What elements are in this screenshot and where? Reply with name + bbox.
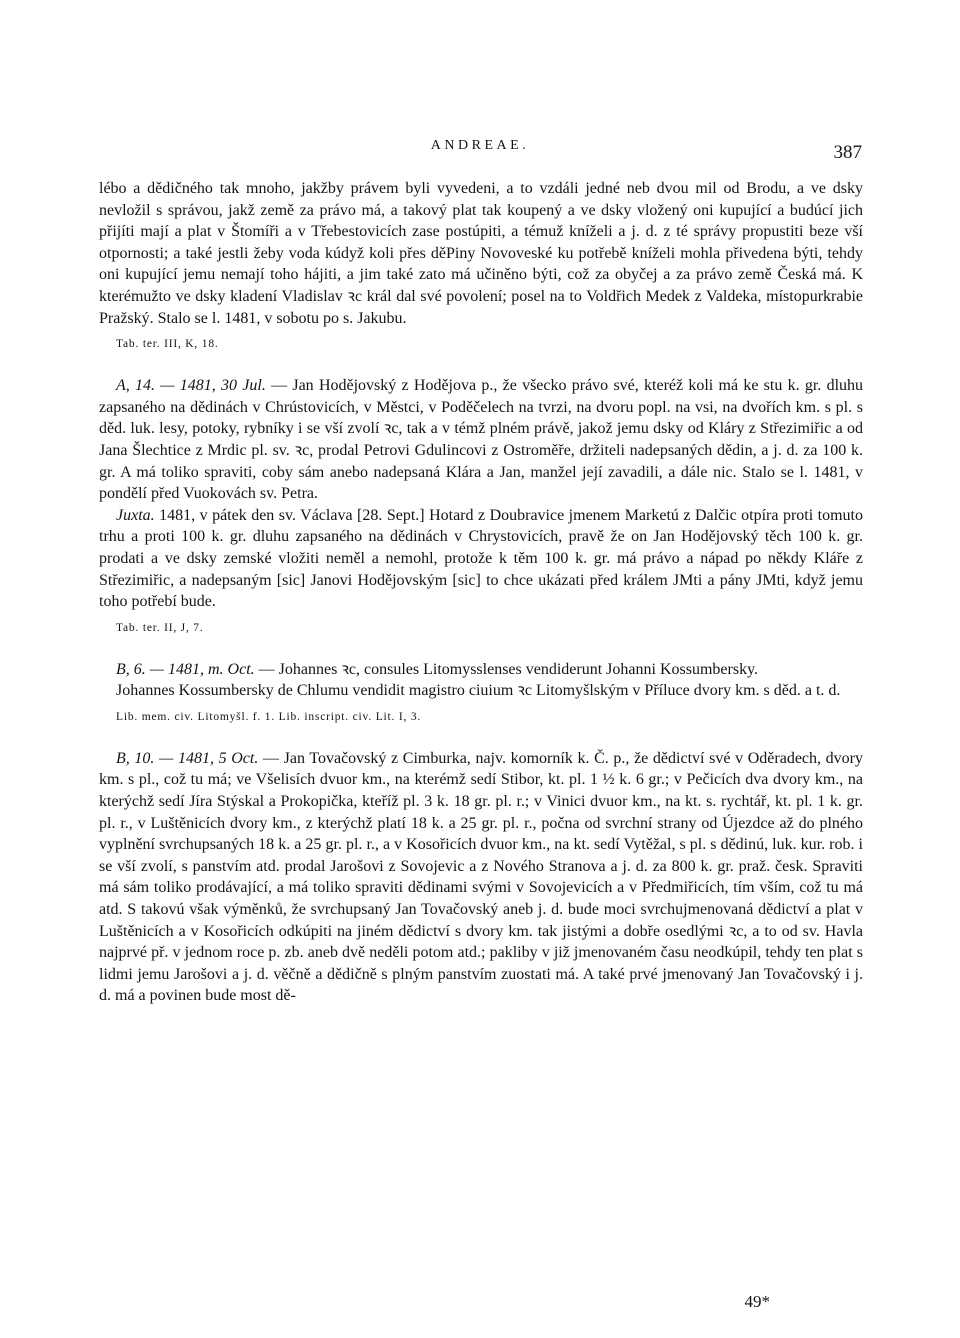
entry-text: Johannes Kossumbersky de Chlumu vendidit magistro ciuium ꝛc Litomyšlským v Příluce dvory km. s děd. a t. d. xyxy=(116,682,841,700)
paragraph-continuation xyxy=(99,178,863,329)
entry-text: — Jan Tovačovský z Cimburka, najv. komorník k. Č. p., že dědictví své v Oděradech, dvory km. s pl., což tu má; ve Všelisích dvuor km., na kterémž sedí Stibor, kt. pl. 1 ½ k. 6 gr.; v Pečicích dva dvory km., na kterýchž sedí Jíra Stýskal a Prokopička, kteříž pl. 3 k. 18 gr. pl. r.; v Vinici dvuor km., na kt. s. rychtář, kt. pl. 1 k. gr. pl. r., v Luštěnicích dvory km., z kterýchž platí 18 k. a 25 gr. pl. r., počna od svrchní strany od Újezdce až do plného vyplnění svrchupsaných 18 k. a 25 gr. pl. r., a v Kosořicích dvuor km., na kt. sedí Vytěžal, s pl. s dědinú, luk. kur. rob. i se vší zvolí, s panstvím atd. prodal Jarošovi z Sovojevic a z Nového Stranova a j. d. za 800 k. gr. praž. česk. Spraviti má sám toliko prodávající, a má toliko spraviti dědinami svými v Sovojevicích a v Předmiřicích, tím vším, což tu má atd. S takovú však výměnků, že svrchupsaný Jan Tovačovský aneb j. d. bude moci svrchujmenovaná dědictví a plat v Luštěnicích a v Kosořicích odkúpiti na jiném dědictví s dvory km. tak jistými a dobře osedlými ꝛc, a to od sv. Havla najprvé př. v jednom roce p. zb. aneb dvě neděli potom atd.; pakliby v již jmenovaném času neodkúpil, tehdy ten plat s lidmi jemu Jarošovi a j. d. věčně a dědičně s plným panstvím zuostati má. A také prvé jmenovaný Jan Tovačovský i j. d. má a povinen bude most dě- xyxy=(99,749,863,1005)
source-citation: Tab. ter. III, K, 18. xyxy=(116,338,219,351)
entry-a14 xyxy=(99,375,863,505)
page-number: 387 xyxy=(833,142,862,163)
source-citation: Lib. mem. civ. Litomyšl. f. 1. Lib. inscript. civ. Lit. I, 3. xyxy=(116,710,422,723)
entry-b6-continuation xyxy=(99,680,863,702)
source-citation: Tab. ter. II, J, 7. xyxy=(116,621,204,634)
entry-date: B, 10. — 1481, 5 Oct. xyxy=(116,749,259,767)
juxta-text: 1481, v pátek den sv. Václava [28. Sept.] Hotard z Doubravice jmenem Marketú z Dalčic otpíra proti tomuto trhu a proti 100 k. gr. dluhu zapsaného na dědinách v Chrystovicích, pravě že on Jan Hodějovský těch 100 k. gr. prodati a ve dsky zemské vložiti neměl a nemohl, protože k těm 100 k. gr. má právo a nápad po někdy Kláře z Střezimiřic, a nadepsaným [sic] Janovi Hodějovským [sic] to chce ukázati před králem JMti a pány JMti, když jemu toho potřebí bude. xyxy=(99,506,863,611)
entry-date: B, 6. — 1481, m. Oct. xyxy=(116,660,255,678)
paragraph-text: lébo a dědičného tak mnoho, jakžby právem byli vyvedeni, a to vzdáli jedné neb dvou mil od Brodu, a ve dsky nevložil s správou, jakž země za právo má, a takový plat tak koupený a ve dsky vložený oni kupující a budúcí jich přijíti mají a plat v Štomíři a v Třebestovicích zase postúpiti, a témuž kníželi a j. d. z té správy propustiti beze vší otpornosti; a také jestli žeby voda kúdyž koli přes děPiny Novoveské ku potřebě kníželi mohla přivedena býti, tehdy oni kupující jemu nemají toho hájiti, a jim také zato má učiněno býti, což za obyčej a za právo země Česká má. K kterémužto ve dsky kladení Vladislav ꝛc král dal své povolení; posel na to Voldřich Medek z Valdeka, místopurkrabie Pražský. Stalo se l. 1481, v sobotu po s. Jakubu. xyxy=(99,180,863,327)
running-title: ANDREAE. xyxy=(430,138,530,153)
body-text xyxy=(99,178,863,1007)
entry-date: A, 14. — 1481, 30 Jul. xyxy=(116,377,266,395)
entry-b10 xyxy=(99,748,863,1007)
signature-mark: 49* xyxy=(744,1292,770,1311)
juxta-note xyxy=(99,505,863,613)
entry-b6 xyxy=(99,659,863,681)
entry-text: — Jan Hodějovský z Hodějova p., že všecko právo své, kteréž koli má ke stu k. gr. dluhu zapsaného na dědinách v Chrústovicích, v Městci, v Poděčelech na tvrzi, na dvoru popl. na vsi, na dvořích km. s pl. s děd. luk. lesy, potoky, rybníky i se vší zvolí ꝛc, tak a v témž plném právě, jakož jemu dsky od Kláry z Střezimiřic a od Jana Šlechtice z Mrdic pl. sv. ꝛc, prodal Petrovi Gdulincovi z Ostroměře, držiteli nadepsaných dědin, a j. d. za 100 k. gr. A má toliko spraviti, coby sám anebo nadepsaná Klára a Jan, manžel její zavadili, a dále nic. Stalo se l. 1481, v pondělí před Vuokovách sv. Petra. xyxy=(99,377,864,503)
entry-text: — Johannes ꝛc, consules Litomysslenses vendiderunt Johanni Kossumbersky. xyxy=(254,660,759,678)
juxta-label: Juxta. xyxy=(116,506,155,524)
